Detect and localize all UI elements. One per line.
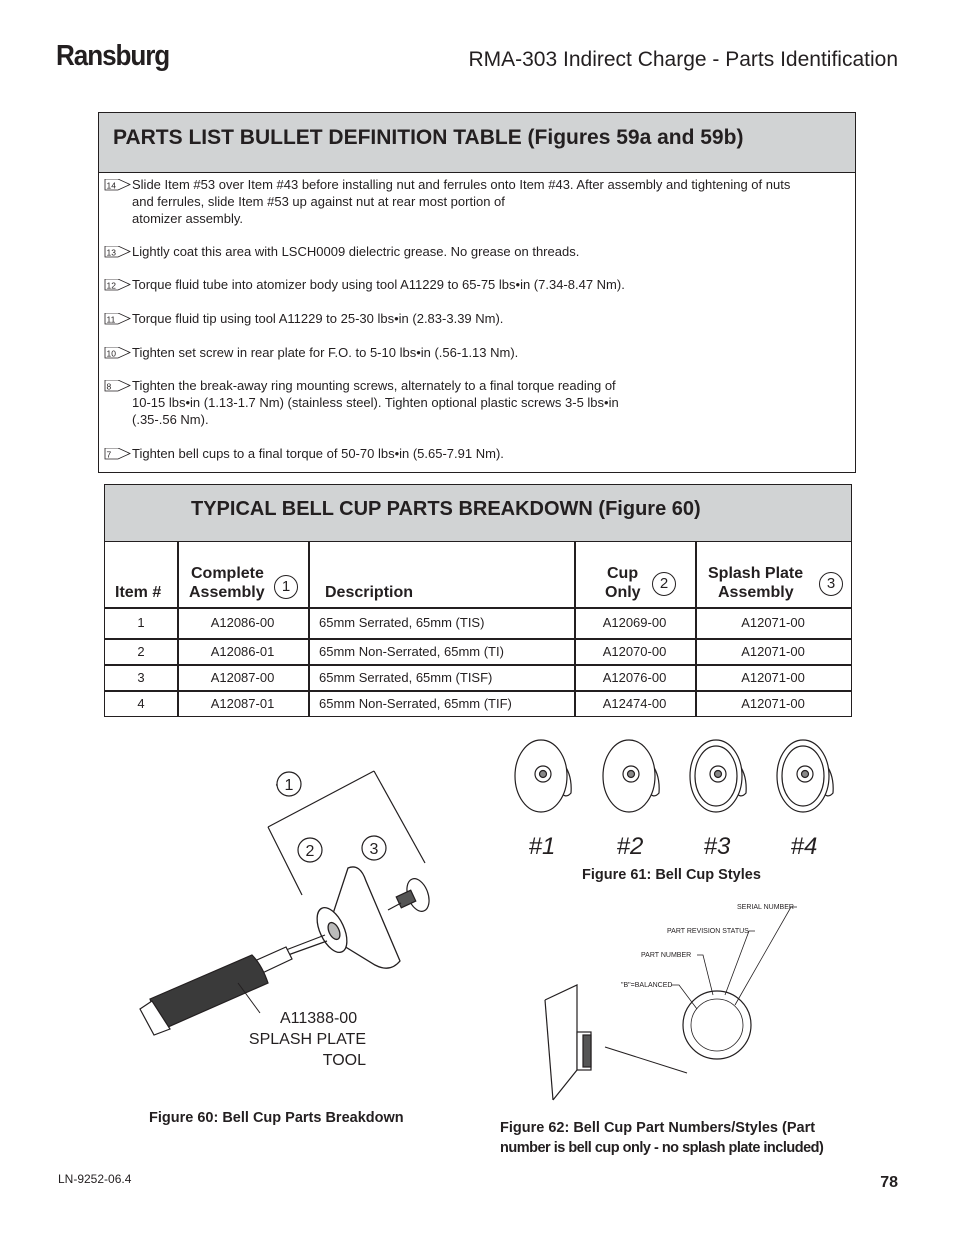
bell-cup-style-2 [603, 740, 659, 812]
cell-description: 65mm Serrated, 65mm (TIS) [319, 615, 485, 630]
svg-text:3: 3 [369, 841, 379, 858]
style-label-3: #3 [703, 833, 731, 860]
header-splash-plate-assembly: Splash Plate Assembly 3 [695, 542, 851, 608]
bullet-text: Slide Item #53 over Item #43 before installing nut and ferrules onto Item #43. After assembly and tightening of nuts and ferrules, slide Item #53 up against nut at rear most portion of atomizer assembly. [132, 177, 791, 226]
document-code: LN-9252-06.4 [58, 1172, 132, 1186]
cell-splash: A12071-00 [741, 615, 805, 630]
bell-cup-style-1 [515, 740, 571, 812]
svg-text:7: 7 [106, 449, 112, 460]
bullet-definition-table [98, 112, 856, 473]
svg-text:14: 14 [106, 180, 116, 191]
bullet-text: Tighten bell cups to a final torque of 50-70 lbs•in (5.65-7.91 Nm). [132, 446, 504, 461]
callout-2-circle: 2 [652, 572, 676, 596]
bullet-tag-icon [104, 448, 132, 460]
header-item: Item # [115, 584, 162, 601]
callout-3 [362, 836, 386, 860]
cell-complete: A12086-01 [210, 644, 275, 659]
callout-1-circle: 1 [274, 575, 298, 599]
bullet-table-title: PARTS LIST BULLET DEFINITION TABLE (Figures 59a and 59b) [99, 113, 855, 173]
cell-description: 65mm Non-Serrated, 65mm (TIF) [319, 696, 512, 711]
parts-breakdown-table [104, 484, 852, 717]
cell-splash: A12071-00 [741, 696, 805, 711]
bell-cup-cone [311, 867, 400, 968]
part-number-label: PART NUMBER [641, 952, 692, 959]
cell-cup: A12474-00 [602, 696, 667, 711]
cell-item: 2 [137, 644, 145, 659]
bullet-tag-icon [104, 380, 132, 392]
svg-text:1: 1 [284, 777, 294, 794]
part-revision-status-label: PART REVISION STATUS [667, 928, 749, 935]
parts-table-title: TYPICAL BELL CUP PARTS BREAKDOWN (Figure 60) [105, 485, 851, 542]
cell-cup: A12076-00 [602, 670, 667, 685]
balanced-label: "B"=BALANCED [621, 982, 673, 989]
style-label-2: #2 [616, 833, 644, 860]
bullet-text: Lightly coat this area with LSCH0009 dielectric grease. No grease on threads. [132, 244, 580, 259]
svg-text:2: 2 [305, 843, 315, 860]
header-cup-only: Cup Only 2 [574, 542, 695, 608]
cell-description: 65mm Non-Serrated, 65mm (TI) [319, 644, 504, 659]
serial-number-label: SERIAL NUMBER [737, 904, 794, 911]
bullet-tag-icon [104, 279, 132, 291]
bullet-tag-icon [104, 179, 132, 191]
bell-cup-side-view [545, 985, 591, 1100]
callout-2 [298, 838, 322, 862]
style-label-1: #1 [528, 833, 556, 860]
bell-cup-style-3 [690, 740, 746, 812]
cell-complete: A12087-00 [210, 670, 275, 685]
cell-description: 65mm Serrated, 65mm (TISF) [319, 670, 493, 685]
bell-cup-style-4 [777, 740, 833, 812]
header-description: Description [325, 584, 414, 601]
cell-item: 1 [137, 615, 145, 630]
figure-61-drawing [505, 738, 850, 863]
figure-60-caption: Figure 60: Bell Cup Parts Breakdown [149, 1110, 404, 1126]
style-label-4: #4 [790, 833, 818, 860]
svg-text:10: 10 [106, 348, 116, 359]
cell-item: 3 [137, 670, 145, 685]
cell-splash: A12071-00 [741, 670, 805, 685]
svg-text:13: 13 [106, 247, 116, 258]
svg-text:12: 12 [106, 280, 116, 291]
bullet-text: Tighten set screw in rear plate for F.O. to 5-10 lbs•in (.56-1.13 Nm). [132, 345, 519, 360]
callout-1 [277, 772, 301, 796]
cell-cup: A12069-00 [602, 615, 667, 630]
header-complete-assembly: Complete Assembly 1 [177, 542, 308, 608]
bullet-text: Torque fluid tip using tool A11229 to 25-30 lbs•in (2.83-3.39 Nm). [132, 311, 504, 326]
splash-plate [388, 876, 433, 915]
bell-cup-face-view [683, 991, 751, 1059]
bullet-tag-icon [104, 313, 132, 325]
splash-plate-tool-label: A11388-00 SPLASH PLATE TOOL [248, 1010, 366, 1069]
bullet-tag-icon [104, 347, 132, 359]
bullet-tag-icon [104, 246, 132, 258]
figure-62-drawing [535, 895, 815, 1105]
cell-splash: A12071-00 [741, 644, 805, 659]
cell-item: 4 [137, 696, 145, 711]
page-number: 78 [880, 1174, 898, 1191]
bullet-text: Tighten the break-away ring mounting screws, alternately to a final torque reading of 10-15 lbs•in (1.13-1.7 Nm) (stainless steel). Tighten optional plastic screws 3-5 lbs•in (.35-.56 Nm). [132, 378, 619, 427]
svg-text:11: 11 [106, 314, 116, 325]
cell-complete: A12087-01 [210, 696, 275, 711]
cell-cup: A12070-00 [602, 644, 667, 659]
callout-3-circle: 3 [819, 572, 843, 596]
figure-61-caption: Figure 61: Bell Cup Styles [582, 867, 761, 883]
page-title: RMA-303 Indirect Charge - Parts Identification [468, 48, 898, 71]
figure-62-caption: Figure 62: Bell Cup Part Numbers/Styles (Part number is bell cup only - no splash plate included) [500, 1120, 824, 1156]
bullet-text: Torque fluid tube into atomizer body using tool A11229 to 65-75 lbs•in (7.34-8.47 Nm). [132, 277, 625, 292]
cell-complete: A12086-00 [210, 615, 275, 630]
svg-text:8: 8 [106, 381, 112, 392]
brand-logo: Ransburg [56, 40, 170, 72]
